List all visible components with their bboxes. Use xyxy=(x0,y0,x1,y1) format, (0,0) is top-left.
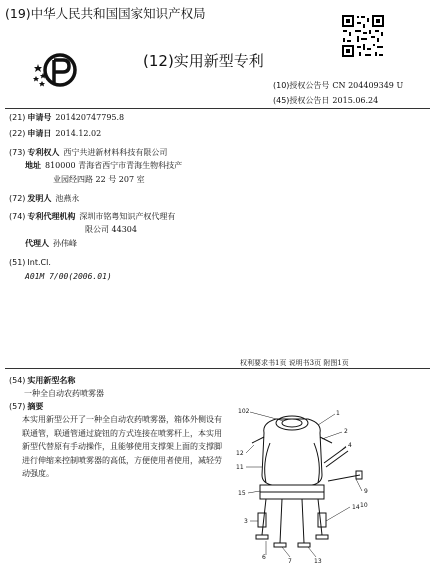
agency-line-2: 限公司 44304 xyxy=(85,225,137,234)
label-7: 7 xyxy=(288,558,292,565)
field-label: 实用新型名称 xyxy=(27,376,76,385)
label-6: 6 xyxy=(262,554,266,561)
label-4: 4 xyxy=(348,442,352,449)
field-label: 专利权人 xyxy=(27,148,60,157)
field-code: (57) xyxy=(9,402,26,411)
publication-date: 2015.06.24 xyxy=(332,96,379,105)
utility-title xyxy=(24,388,104,399)
agent-row xyxy=(25,238,77,249)
address-row xyxy=(25,160,182,171)
patentee-row xyxy=(9,147,167,158)
field-code: (54) xyxy=(9,376,26,385)
application-date-row xyxy=(9,128,101,139)
document-type: (12)实用新型专利 xyxy=(143,52,264,70)
address-line-1: 810000 青海省西宁市青海生物科技产 xyxy=(45,161,183,170)
agent: 孙伟峰 xyxy=(53,239,77,248)
agency-line-1: 深圳市铭粤知识产权代理有 xyxy=(79,212,176,221)
publication-number-row xyxy=(273,80,403,91)
label-3: 3 xyxy=(244,518,248,525)
label-11: 11 xyxy=(236,464,244,471)
label-9: 9 xyxy=(364,488,368,495)
abstract-heading xyxy=(9,401,43,412)
publication-date-label: (45)授权公告日 xyxy=(273,96,330,105)
label-2: 2 xyxy=(344,428,348,435)
int-cl-row xyxy=(9,258,51,267)
agency-row-2 xyxy=(85,224,137,235)
agency-row xyxy=(9,211,175,222)
label-102: 102 xyxy=(238,408,250,415)
field-code: (51) xyxy=(9,258,26,267)
application-date: 2014.12.02 xyxy=(55,129,102,138)
field-label: 地址 xyxy=(25,161,41,170)
sprayer-figure xyxy=(232,403,432,571)
address-line-2: 业园经四路 22 号 207 室 xyxy=(53,175,145,184)
address-row-2 xyxy=(53,174,145,185)
page-count-summary: 权利要求书1页 说明书3页 附图1页 xyxy=(240,359,349,367)
field-code: (21) xyxy=(9,113,26,122)
utility-name-row xyxy=(9,375,75,386)
label-13: 13 xyxy=(314,558,322,565)
application-number: 201420747795.8 xyxy=(55,113,125,122)
field-code: (73) xyxy=(9,148,26,157)
field-label: 申请日 xyxy=(27,129,52,138)
label-14: 14 xyxy=(352,504,360,511)
label-15: 15 xyxy=(238,490,246,497)
label-12: 12 xyxy=(236,450,244,457)
header-divider xyxy=(5,108,430,109)
label-10: 10 xyxy=(360,502,368,509)
field-label: Int.Cl. xyxy=(27,258,51,267)
publication-date-row xyxy=(273,95,378,106)
inventor: 池燕永 xyxy=(55,194,80,203)
abstract-text: 本实用新型公开了一种全自动农药喷雾器，箱体外侧设有联通管，联通管通过旋钮的方式连接在喷雾杆上，本实用新型代替原有手动操作，且能够使用支撑架上面的支撑脚进行伸缩来控制喷雾器的高低，方便使用者使用，减轻劳动强度。 xyxy=(22,415,222,478)
publication-number-label: (10)授权公告号 xyxy=(273,81,330,90)
field-code: (72) xyxy=(9,194,26,203)
office-name: (19)中华人民共和国国家知识产权局 xyxy=(5,6,206,21)
label-1: 1 xyxy=(336,410,340,417)
publication-number: CN 204409349 U xyxy=(332,81,404,90)
field-label: 发明人 xyxy=(27,194,52,203)
qr-code xyxy=(341,14,385,58)
field-code: (22) xyxy=(9,129,26,138)
field-label: 申请号 xyxy=(27,113,52,122)
ipc-classification: A01M 7/00(2006.01) xyxy=(25,272,112,281)
field-label: 摘要 xyxy=(27,402,44,411)
field-label: 专利代理机构 xyxy=(27,212,76,221)
patentee: 西宁共进新材料科技有限公司 xyxy=(63,148,168,157)
application-number-row xyxy=(9,112,124,123)
inventor-row xyxy=(9,193,79,204)
field-code: (74) xyxy=(9,212,26,221)
field-label: 代理人 xyxy=(25,239,49,248)
sipo-emblem-logo xyxy=(30,50,80,90)
section-divider xyxy=(5,368,430,369)
utility-title-text: 一种全自动农药喷雾器 xyxy=(24,389,104,398)
